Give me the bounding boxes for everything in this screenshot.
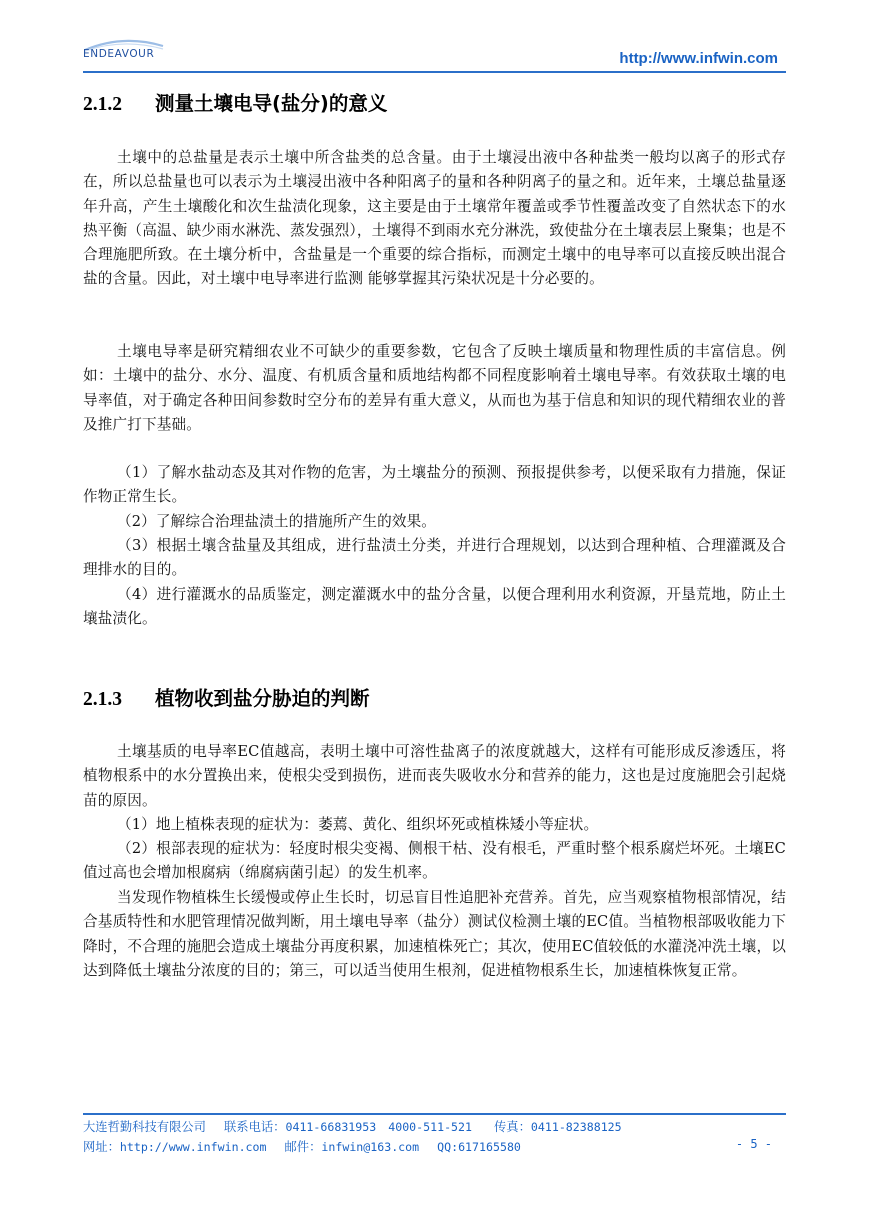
section-title-text: 植物收到盐分胁迫的判断 [155, 687, 370, 710]
footer-phone: 0411-66831953 [285, 1120, 377, 1134]
list-item: （4）进行灌溉水的品质鉴定，测定灌溉水中的盐分含量，以便合理利用水利资源，开垦荒地，防止土壤盐渍化。 [83, 586, 786, 628]
footer-fax-label: 传真： [494, 1120, 531, 1134]
paragraph: 土壤基质的电导率EC值越高，表明土壤中可溶性盐离子的浓度就越大，这样有可能形成反渗透压，将植物根系中的水分置换出来，使根尖受到损伤，进而丧失吸收水分和营养的能力，这也是过度施肥会引起烧苗的原因。 [83, 743, 786, 809]
footer-divider [83, 1113, 786, 1115]
footer-phone-2: 4000-511-521 [388, 1120, 472, 1134]
list-item: （1）了解水盐动态及其对作物的危害，为土壤盐分的预测、预报提供参考，以便采取有力措施，保证作物正常生长。 [83, 464, 786, 506]
footer-email-link[interactable]: infwin@163.com [321, 1140, 420, 1154]
list-item: （1）地上植株表现的症状为：萎蔫、黄化、组织坏死或植株矮小等症状。 [117, 816, 599, 833]
endeavour-logo [83, 38, 165, 68]
page-header [83, 38, 786, 72]
footer-contact-line [83, 1117, 786, 1135]
footer-web-link[interactable]: http://www.infwin.com [119, 1140, 267, 1154]
logo-text: ENDEAVOUR [83, 48, 155, 60]
footer-qq: QQ:617165580 [437, 1140, 521, 1154]
header-url-link[interactable]: http://www.infwin.com [619, 50, 778, 67]
list-item: （3）根据土壤含盐量及其组成，进行盐渍土分类，并进行合理规划，以达到合理种植、合理灌溉及合理排水的目的。 [83, 537, 786, 579]
section-heading-2-1-2 [83, 88, 387, 116]
list-item: （2）根部表现的症状为：轻度时根尖变褐、侧根干枯、没有根毛，严重时整个根系腐烂坏死。土壤EC值过高也会增加根腐病（绵腐病菌引起）的发生机率。 [83, 840, 786, 882]
paragraph: 土壤中的总盐量是表示土壤中所含盐类的总含量。由于土壤浸出液中各种盐类一般均以离子的形式存在，所以总盐量也可以表示为土壤浸出液中各种阳离子的量和各种阴离子的量之和。近年来，土壤总盐量逐年升高，产生土壤酸化和次生盐渍化现象，这主要是由于土壤常年覆盖或季节性覆盖改变了自然状态下的水热平衡（高温、缺少雨水淋洗、蒸发强烈），土壤得不到雨水充分淋洗，致使盐分在土壤表层上聚集；也是不合理施肥所致。在土壤分析中，含盐量是一个重要的综合指标，而测定土壤中的电导率可以直接反映出混合盐的含量。因此，对土壤中电导率进行监测 能够掌握其污染状况是十分必要的。 [83, 149, 786, 288]
footer-email-label: 邮件： [284, 1140, 322, 1154]
footer-fax: 0411-82388125 [530, 1120, 622, 1134]
section-title-text: 测量土壤电导(盐分)的意义 [155, 92, 388, 115]
footer-web-line [83, 1137, 786, 1155]
paragraph: 土壤电导率是研究精细农业不可缺少的重要参数，它包含了反映土壤质量和物理性质的丰富信息。例如：土壤中的盐分、水分、温度、有机质含量和质地结构都不同程度影响着土壤电导率。有效获取土壤的电导率值，对于确定各种田间参数时空分布的差异有重大意义，从而也为基于信息和知识的现代精细农业的普及推广打下基础。 [83, 343, 786, 433]
paragraph: 当发现作物植株生长缓慢或停止生长时，切忌盲目性追肥补充营养。首先，应当观察植物根部情况，结合基质特性和水肥管理情况做判断，用土壤电导率（盐分）测试仪检测土壤的EC值。当植物根部吸收能力下降时，不合理的施肥会造成土壤盐分再度积累，加速植株死亡；其次，使用EC值较低的水灌浇冲洗土壤，以达到降低土壤盐分浓度的目的；第三，可以适当使用生根剂，促进植物根系生长，加速植株恢复正常。 [83, 889, 786, 979]
footer-company: 大连哲勤科技有限公司 [83, 1120, 206, 1134]
footer-web-label: 网址： [83, 1140, 120, 1154]
section-number: 2.1.2 [83, 94, 122, 115]
header-divider [83, 71, 786, 73]
section-heading-2-1-3 [83, 683, 370, 711]
list-item: （2）了解综合治理盐渍土的措施所产生的效果。 [117, 513, 437, 530]
section-number: 2.1.3 [83, 689, 122, 710]
page-number: - 5 - [735, 1137, 772, 1151]
footer-phone-label: 联系电话： [223, 1120, 286, 1134]
